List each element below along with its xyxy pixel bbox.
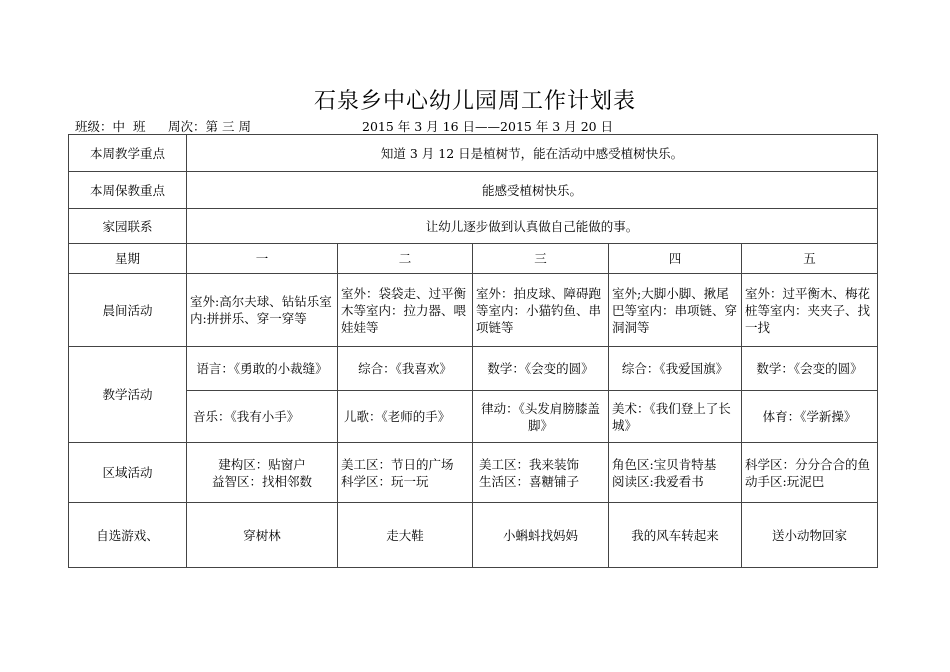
- row-area: [69, 443, 878, 503]
- area-fri: 科学区：分分合合的鱼动手区:玩泥巴: [742, 443, 878, 503]
- week-info: [168, 117, 251, 135]
- teaching-tue-2: 儿歌：《老师的手》: [338, 391, 473, 443]
- teaching-tue-1: 综合：《我喜欢》: [338, 347, 473, 391]
- weekday-5: 五: [742, 244, 878, 274]
- teaching-wed-1: 数学：《会变的圆》: [473, 347, 609, 391]
- weekday-3: 三: [473, 244, 609, 274]
- teaching-focus-value: 知道 3 月 12 日是植树节，能在活动中感受植树快乐。: [187, 135, 878, 172]
- morning-tue: 室外：袋袋走、过平衡木等室内：拉力器、喂娃娃等: [338, 274, 473, 347]
- weekly-plan-table: [68, 134, 878, 568]
- weekday-1: 一: [187, 244, 338, 274]
- area-label: 区域活动: [69, 443, 187, 503]
- row-teaching-2: [69, 391, 878, 443]
- area-mon: 建构区：贴窗户 益智区：找相邻数: [187, 443, 338, 503]
- morning-wed: 室外：拍皮球、障碍跑等室内：小猫钓鱼、串项链等: [473, 274, 609, 347]
- morning-thu: 室外;大脚小脚、揪尾巴等室内：串项链、穿洞洞等: [609, 274, 742, 347]
- home-contact-label: 家园联系: [69, 209, 187, 244]
- row-weekdays: [69, 244, 878, 274]
- games-wed: 小蝌蚪找妈妈: [473, 503, 609, 568]
- games-fri: 送小动物回家: [742, 503, 878, 568]
- care-focus-label: 本周保教重点: [69, 172, 187, 209]
- games-label: 自选游戏、: [69, 503, 187, 568]
- morning-mon: 室外:高尔夫球、钻钻乐室内:拼拼乐、穿一穿等: [187, 274, 338, 347]
- week-value: 第 三 周: [205, 119, 251, 134]
- row-teaching-1: [69, 347, 878, 391]
- date-range: 2015 年 3 月 16 日——2015 年 3 月 20 日: [362, 119, 614, 134]
- teaching-mon-2: 音乐：《我有小手》: [187, 391, 338, 443]
- games-thu: 我的风车转起来: [609, 503, 742, 568]
- teaching-thu-1: 综合：《我爱国旗》: [609, 347, 742, 391]
- weekday-2: 二: [338, 244, 473, 274]
- weekday-label: 星期: [69, 244, 187, 274]
- games-tue: 走大鞋: [338, 503, 473, 568]
- teaching-label: 教学活动: [69, 347, 187, 443]
- teaching-fri-1: 数学：《会变的圆》: [742, 347, 878, 391]
- row-morning: [69, 274, 878, 347]
- teaching-wed-2: 律动：《头发肩膀膝盖脚》: [473, 391, 609, 443]
- teaching-mon-1: 语言：《勇敢的小裁缝》: [187, 347, 338, 391]
- teaching-focus-label: 本周教学重点: [69, 135, 187, 172]
- morning-label: 晨间活动: [69, 274, 187, 347]
- row-games: [69, 503, 878, 568]
- games-mon: 穿树林: [187, 503, 338, 568]
- teaching-fri-2: 体育：《学新操》: [742, 391, 878, 443]
- home-contact-value: 让幼儿逐步做到认真做自己能做的事。: [187, 209, 878, 244]
- class-value: 中 班: [112, 119, 146, 134]
- teaching-thu-2: 美术：《我们登上了长城》: [609, 391, 742, 443]
- page-title: 石泉乡中心幼儿园周工作计划表: [313, 89, 636, 114]
- row-home-contact: [69, 209, 878, 244]
- class-label: 班级：: [75, 119, 113, 134]
- area-thu: 角色区:宝贝肯特基 阅读区:我爱看书: [609, 443, 742, 503]
- weekday-4: 四: [609, 244, 742, 274]
- week-label: 周次：: [168, 119, 206, 134]
- class-info: [75, 117, 145, 135]
- row-care-focus: [69, 172, 878, 209]
- area-wed: 美工区：我来装饰 生活区：喜糖铺子: [473, 443, 609, 503]
- area-tue: 美工区：节日的广场 科学区：玩一玩: [338, 443, 473, 503]
- morning-fri: 室外：过平衡木、梅花桩等室内：夹夹子、找一找: [742, 274, 878, 347]
- row-teaching-focus: [69, 135, 878, 172]
- care-focus-value: 能感受植树快乐。: [187, 172, 878, 209]
